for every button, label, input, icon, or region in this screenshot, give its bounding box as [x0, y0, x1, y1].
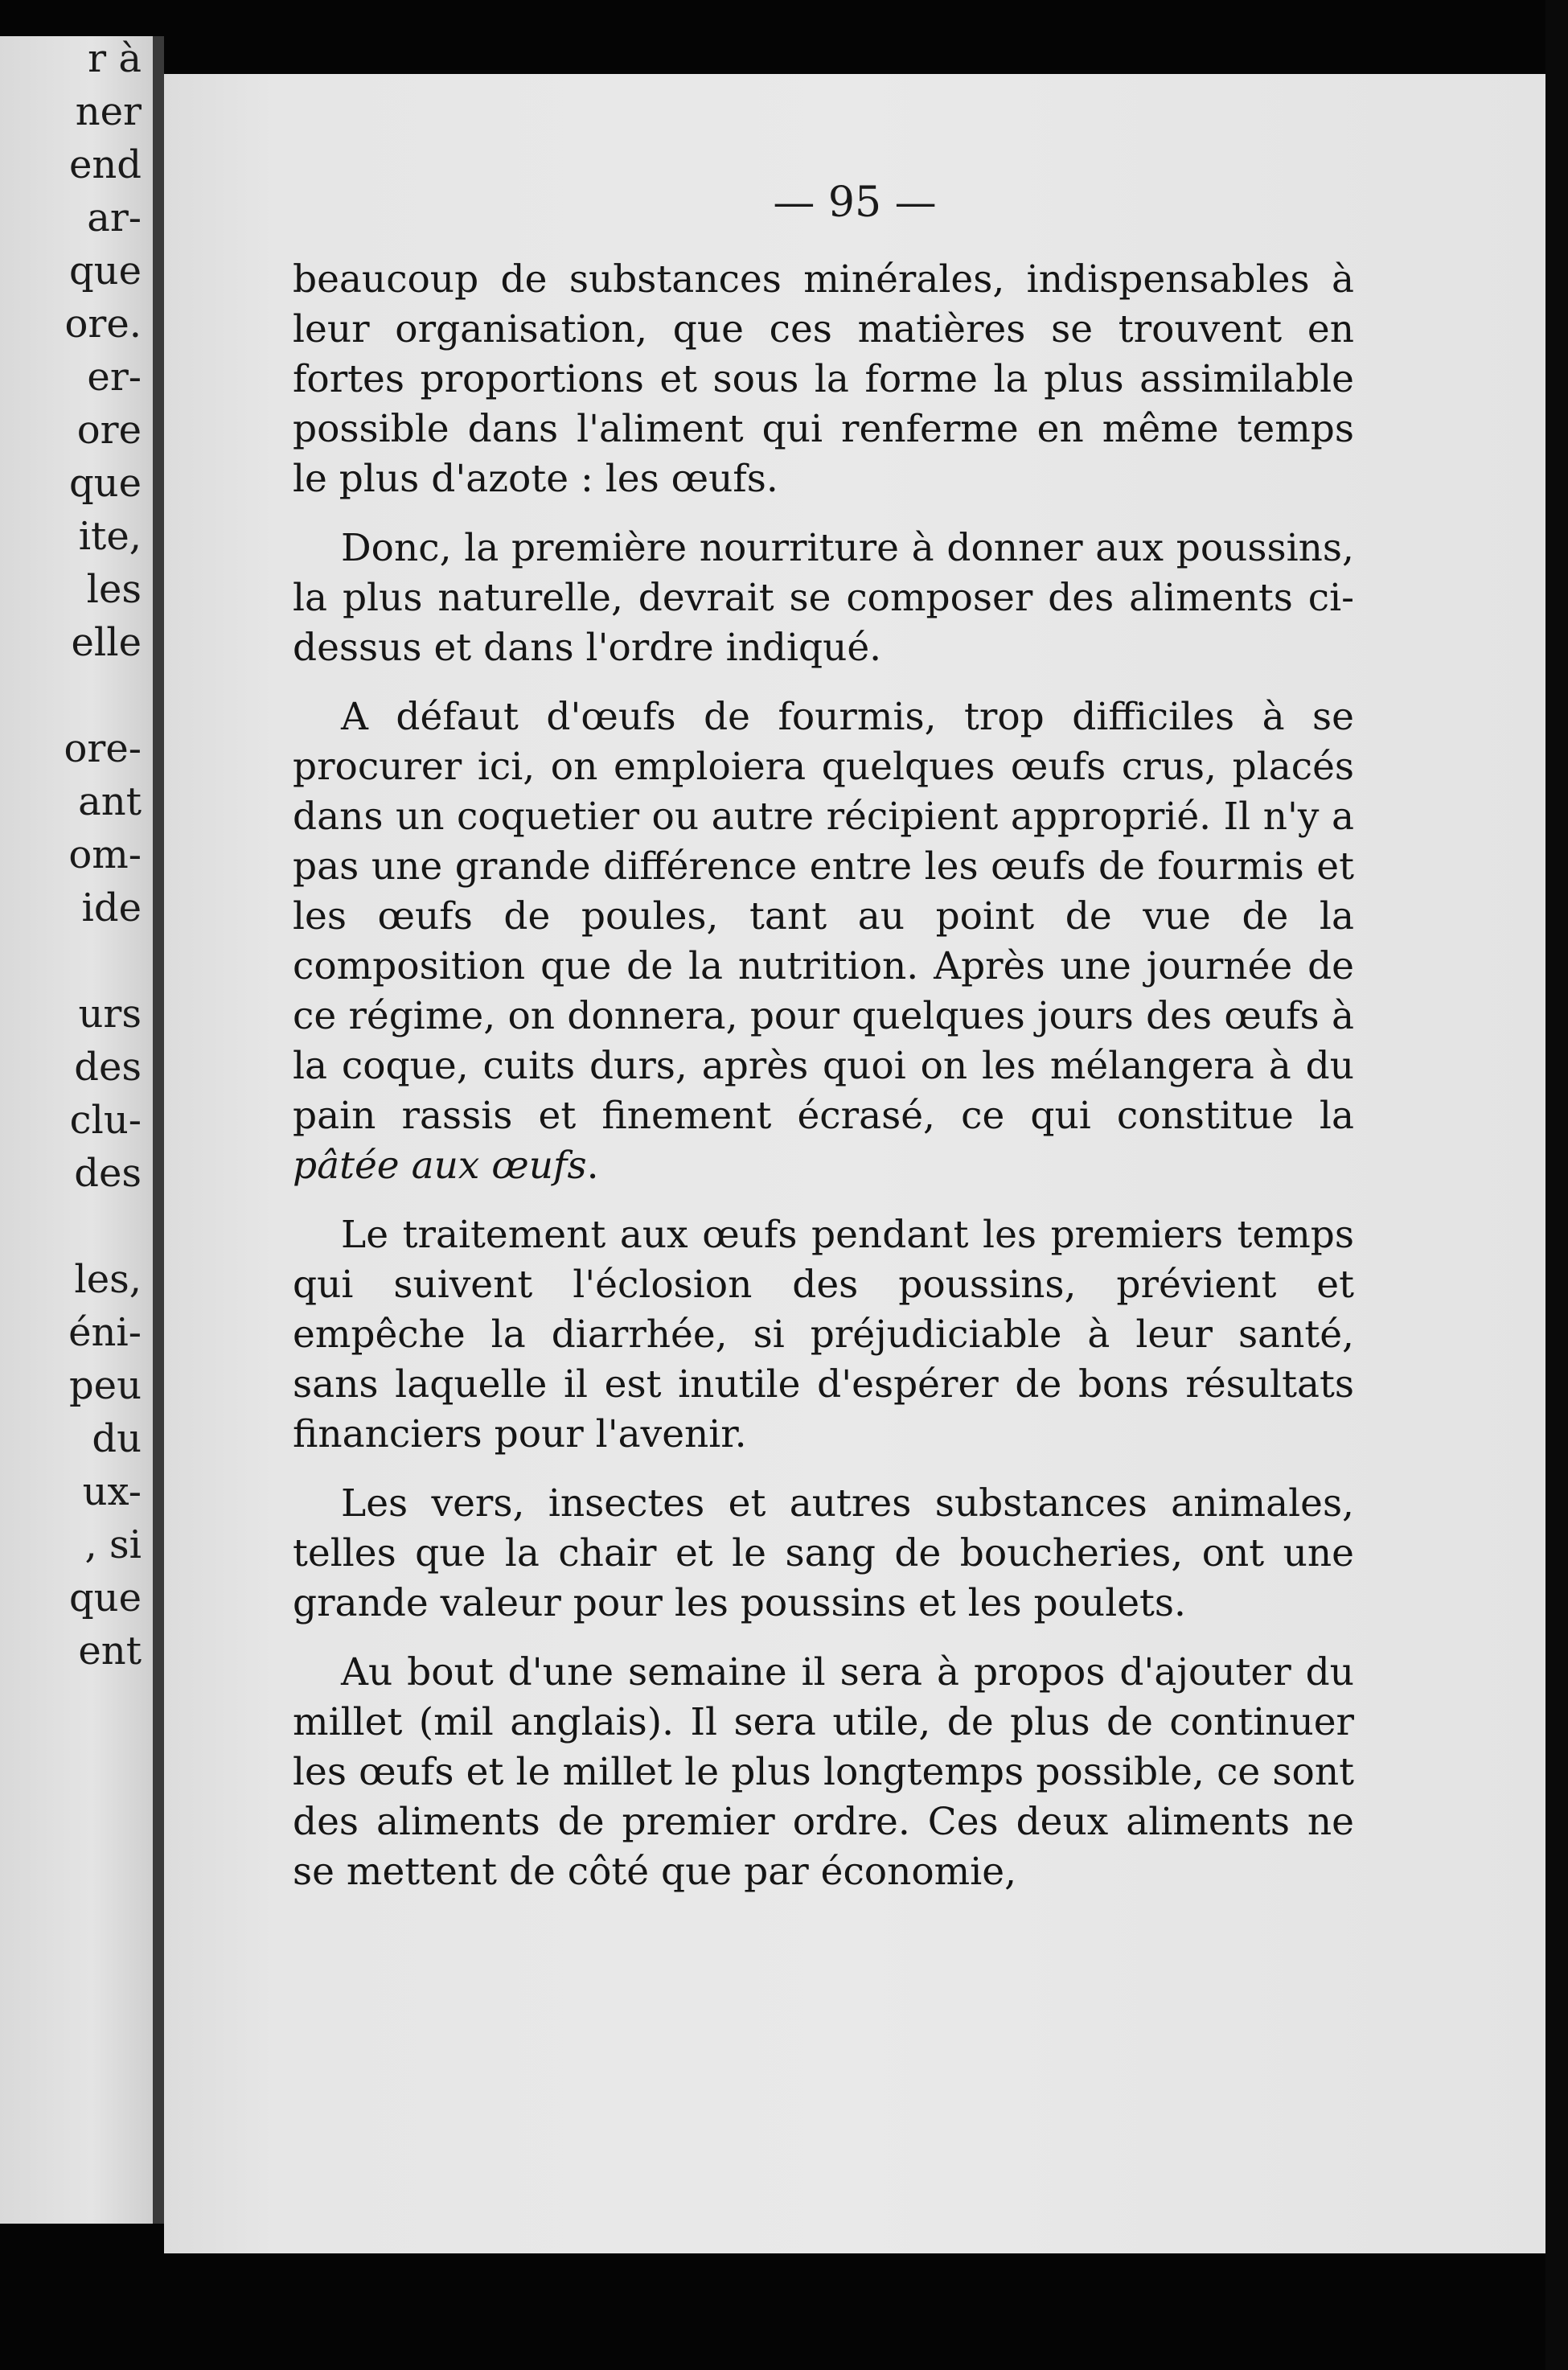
left-fragment: que — [68, 1575, 142, 1620]
left-fragment: que — [68, 249, 142, 294]
page-body — [293, 255, 1354, 1916]
left-fragment: du — [92, 1416, 142, 1461]
paragraph — [293, 692, 1354, 1191]
paragraph-end: . — [586, 1144, 599, 1188]
left-fragment: ore- — [64, 726, 142, 771]
left-fragment: ent — [78, 1629, 142, 1674]
left-fragment: elle — [71, 620, 142, 665]
left-fragment: les — [86, 567, 142, 612]
paragraph: beaucoup de substances minérales, indispensables à leur organisation, que ces matières se trouvent en fortes proportions et sous la forme la plus assimilable possible dans l'aliment qui renferme en même temps le plus d'azote : les œufs. — [293, 257, 1354, 501]
left-page-text-fragments — [64, 36, 142, 1682]
left-fragment — [64, 673, 142, 726]
left-fragment: ore. — [64, 302, 142, 347]
left-fragment: que — [68, 461, 142, 506]
left-fragment: clu- — [69, 1098, 142, 1143]
left-page-edge — [0, 36, 153, 2224]
left-fragment: , si — [84, 1522, 142, 1567]
left-fragment: ore — [76, 408, 142, 453]
left-fragment: end — [68, 142, 142, 187]
left-fragment — [64, 939, 142, 992]
left-fragment: des — [74, 1151, 142, 1196]
left-fragment: ant — [78, 779, 142, 824]
page-number: — 95 — — [773, 179, 937, 227]
left-fragment: om- — [68, 832, 142, 877]
left-fragment: des — [74, 1045, 142, 1090]
left-fragment: ar- — [87, 195, 142, 240]
left-fragment: er- — [87, 355, 142, 400]
left-fragment: les, — [74, 1257, 142, 1302]
left-fragment: r à — [88, 36, 142, 81]
paragraph: Donc, la première nourriture à donner aux poussins, la plus naturelle, devrait se composer des aliments ci-dessus et dans l'ordre indiqué. — [293, 526, 1354, 670]
scan-border — [1545, 0, 1568, 2370]
paragraph: Les vers, insectes et autres substances animales, telles que la chair et le sang de boucheries, ont une grande valeur pour les poussins et les poulets. — [293, 1481, 1354, 1625]
left-fragment: peu — [68, 1363, 142, 1408]
left-fragment: ner — [75, 89, 142, 134]
left-fragment: urs — [78, 992, 142, 1037]
italic-term: pâtée aux œufs — [293, 1144, 587, 1188]
left-fragment: éni- — [68, 1310, 142, 1355]
left-fragment: ide — [81, 885, 142, 930]
paragraph: Le traitement aux œufs pendant les premiers temps qui suivent l'éclosion des poussins, prévient et empêche la diarrhée, si préjudiciable à leur santé, sans laquelle il est inutile d'espérer de bons résultats financiers pour l'avenir. — [293, 1213, 1354, 1456]
left-fragment: ite, — [78, 514, 142, 559]
paragraph: Au bout d'une semaine il sera à propos d'ajouter du millet (mil anglais). Il sera utile, de plus de continuer les œufs et le millet le plus longtemps possible, ce sont des aliments de premier ordre. Ces deux aliments ne se mettent de côté que par économie, — [293, 1650, 1354, 1894]
paragraph-text: A défaut d'œufs de fourmis, trop difficiles à se procurer ici, on emploiera quelques œufs crus, placés dans un coquetier ou autre récipient approprié. Il n'y a pas une grande différence entre les œufs de fourmis et les œufs de poules, tant au point de vue de la composition que de la nutrition. Après une journée de ce régime, on donnera, pour quelques jours des œufs à la coque, cuits durs, après quoi on les mélangera à du pain rassis et finement écrasé, ce qui constitue la — [293, 695, 1354, 1138]
book-spine — [153, 36, 164, 2224]
left-fragment: ux- — [82, 1469, 142, 1514]
left-fragment — [64, 1204, 142, 1257]
book-page — [164, 74, 1545, 2253]
